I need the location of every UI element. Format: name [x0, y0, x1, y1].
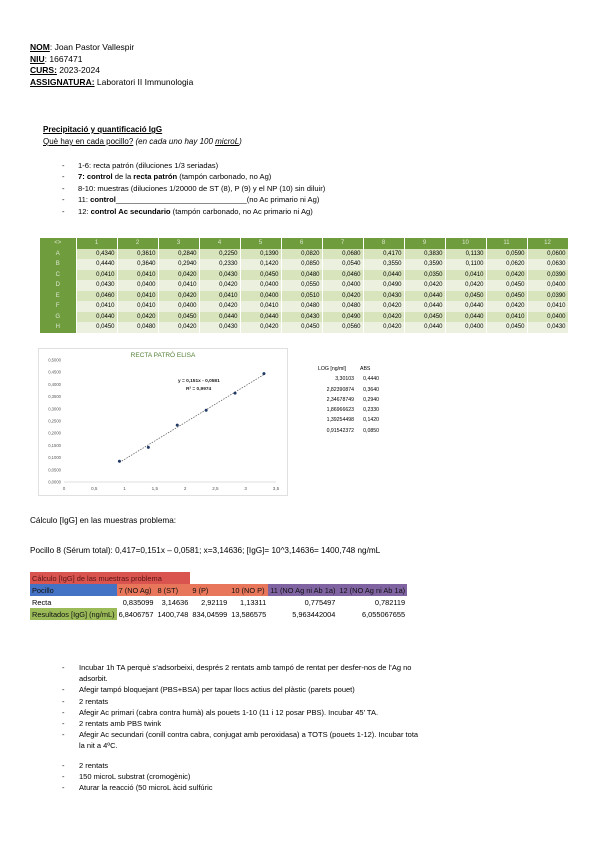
list-item: - Afegir tampó bloquejant (PBS+BSA) per tapar llocs actius del plàstic (parets pouet) [62, 684, 418, 695]
abs-value: 0,1420 [363, 417, 379, 424]
x-tick-label: 0 [62, 486, 66, 491]
plate-row-label: F [40, 301, 76, 312]
plate-cell: 0,0410 [117, 291, 158, 302]
plate-cell: 0,0490 [322, 312, 363, 323]
results-cell: 1,13311 [240, 597, 267, 607]
plate-row-label: G [40, 312, 76, 323]
plate-cell: 0,0410 [527, 301, 568, 312]
curs-line: CURS: 2023-2024 [30, 65, 100, 76]
plate-cell: 0,0440 [404, 291, 445, 302]
log-value: 0,91542372 [326, 427, 354, 434]
plate-cell: 0,0440 [363, 270, 404, 281]
r-squared: R² = 0,9974 [186, 387, 212, 392]
plate-row [40, 322, 568, 333]
plate-cell: 0,0560 [322, 322, 363, 333]
plate-cell: 0,3610 [117, 249, 158, 260]
plate-row-label: E [40, 291, 76, 302]
results-title-row [30, 572, 407, 584]
plate-cell: 0,0430 [76, 280, 117, 291]
abs-value: 0,2330 [363, 407, 379, 414]
plate-cell: 0,0460 [76, 291, 117, 302]
plate-cell: 0,0450 [76, 322, 117, 333]
y-tick-label: 0,1000 [48, 455, 61, 461]
abs-value: 0,2940 [363, 396, 379, 403]
results-header: 8 (ST) [156, 584, 191, 596]
log-abs-row [316, 426, 379, 436]
plate-cell: 0,0450 [486, 291, 527, 302]
plate-cell: 0,0440 [240, 312, 281, 323]
plate-cell: 0,0420 [363, 301, 404, 312]
plate-row-label: D [40, 280, 76, 291]
x-tick-label: 1,5 [151, 486, 159, 491]
standard-curve-chart [38, 348, 288, 496]
trend-equation: y = 0,151x - 0,0581 [178, 379, 220, 384]
log-abs-row [316, 385, 379, 395]
list-item: - 7: control de la recta patrón (tampón carbonado, no Ag) [62, 171, 325, 182]
results-header: 7 (NO Ag) [117, 584, 156, 596]
results-header: Pocillo [30, 584, 117, 596]
plate-row [40, 301, 568, 312]
plate-cell: 0,0400 [240, 280, 281, 291]
plate-row-label: B [40, 259, 76, 270]
plate-cell: 0,0400 [158, 301, 199, 312]
log-value: 1,86966623 [326, 407, 354, 414]
results-cell: 3,14636 [161, 597, 189, 607]
y-tick-label: 0,0000 [48, 479, 61, 485]
y-tick-label: 0,4000 [48, 381, 61, 387]
plate-cell: 0,2330 [199, 259, 240, 270]
plate-cell: 0,0480 [117, 322, 158, 333]
log-value: 1,39254498 [326, 417, 354, 424]
list-item: - 2 rentats [62, 696, 418, 707]
plate-cell: 0,0410 [486, 312, 527, 323]
y-tick-label: 0,0500 [48, 467, 61, 473]
plate-cell: 0,0480 [281, 301, 322, 312]
plate-cell: 0,0490 [363, 280, 404, 291]
results-recta-row [30, 596, 407, 608]
plate-cell: 0,1130 [445, 249, 486, 260]
abs-value: 0,4440 [363, 376, 379, 383]
x-tick-label: 2 [183, 486, 187, 491]
log-abs-row [316, 405, 379, 415]
absorbance-plate-table [40, 238, 569, 333]
data-point [118, 460, 121, 463]
results-cell: 5,963442004 [292, 609, 336, 619]
plate-cell: 0,4170 [363, 249, 404, 260]
plate-cell: 0,0430 [527, 322, 568, 333]
chart-title: RECTA PATRÓ ELISA [130, 352, 196, 359]
results-cell: 0,782119 [374, 597, 406, 607]
plate-cell: 0,0410 [445, 270, 486, 281]
plate-cell: 0,0440 [404, 322, 445, 333]
plate-cell: 0,0590 [486, 249, 527, 260]
plate-cell: 0,0620 [486, 259, 527, 270]
plate-row-label: A [40, 249, 76, 260]
plate-col-header: 3 [158, 238, 199, 249]
list-item: - 11: control_______________________________(no Ac primario ni Ag) [62, 194, 325, 205]
plate-cell: 0,0480 [281, 270, 322, 281]
plate-cell: 0,0420 [445, 280, 486, 291]
y-tick-label: 0,2000 [48, 430, 61, 436]
results-row-label: Recta [32, 597, 52, 607]
plate-cell: 0,3830 [404, 249, 445, 260]
results-cell: 0,775497 [304, 597, 336, 607]
plate-cell: 0,0420 [404, 280, 445, 291]
plate-cell: 0,0450 [486, 280, 527, 291]
plate-col-header: 6 [281, 238, 322, 249]
log-abs-table [316, 364, 379, 436]
plate-cell: 0,0400 [322, 280, 363, 291]
student-header [30, 42, 193, 88]
plate-col-header: 7 [322, 238, 363, 249]
plate-cell: 0,0410 [117, 270, 158, 281]
results-cell: 13,586575 [231, 609, 267, 619]
protocol-list [62, 662, 418, 793]
plate-cell: 0,0390 [527, 291, 568, 302]
y-tick-label: 0,1500 [48, 442, 61, 448]
results-header: 10 (NO P) [229, 584, 268, 596]
y-tick-label: 0,2500 [48, 418, 61, 424]
plate-cell: 0,0450 [486, 322, 527, 333]
plate-cell: 0,0440 [199, 312, 240, 323]
results-title: Cálculo [IgG] de las muestras problema [30, 572, 190, 584]
plate-cell: 0,0350 [404, 270, 445, 281]
plate-col-header: 12 [527, 238, 568, 249]
results-values-row [30, 608, 407, 620]
results-header: 11 (NO Ag ni Ab 1a) [270, 585, 336, 595]
plate-cell: 0,0450 [404, 312, 445, 323]
chart-frame [39, 349, 288, 496]
plate-cell: 0,0480 [322, 301, 363, 312]
plate-cell: 0,0420 [158, 322, 199, 333]
results-cell: 6,055067655 [361, 609, 406, 619]
list-item-continuation: adsorbit. [79, 674, 108, 684]
wells-list [62, 160, 325, 217]
y-tick-label: 0,5000 [48, 357, 61, 363]
plate-cell: 0,0450 [445, 291, 486, 302]
results-header: 9 (P) [190, 584, 229, 596]
plate-cell: 0,0420 [363, 322, 404, 333]
plate-cell: 0,0410 [240, 301, 281, 312]
data-point [234, 392, 237, 395]
plate-cell: 0,0430 [199, 322, 240, 333]
plate-cell: 0,0420 [486, 270, 527, 281]
list-item-continuation: la nit a 4ºC. [79, 741, 118, 751]
data-point [205, 409, 208, 412]
y-tick-label: 0,3000 [48, 406, 61, 412]
plate-cell: 0,0630 [527, 259, 568, 270]
plate-cell: 0,0850 [281, 259, 322, 270]
plate-col-header: 1 [76, 238, 117, 249]
plate-cell: 0,0420 [199, 280, 240, 291]
results-header: 12 (NO Ag ni Ab 1a) [339, 585, 406, 595]
list-item: - 12: control Ac secundario (tampón carbonado, no Ac primario ni Ag) [62, 206, 325, 217]
plate-cell: 0,0410 [117, 301, 158, 312]
plate-row [40, 259, 568, 270]
plate-row [40, 312, 568, 323]
list-item: - Afegir Ac primari (cabra contra humà) als pouets 1-10 (11 i 12 posar PBS). Incubar 45’ TA. [62, 707, 418, 718]
section-title: Precipitació y quantificació IgG [43, 125, 163, 134]
plate-cell: 0,0390 [527, 270, 568, 281]
list-item: - Aturar la reacció (50 microL àcid sulfúric [62, 782, 418, 793]
plate-cell: 0,0420 [199, 301, 240, 312]
x-tick-label: 3 [244, 486, 247, 491]
log-abs-row [316, 395, 379, 405]
abs-value: 0,0850 [363, 427, 379, 434]
plate-cell: 0,0420 [363, 312, 404, 323]
plate-cell: 0,0420 [158, 270, 199, 281]
list-item: - 2 rentats [62, 760, 418, 771]
results-table [30, 572, 407, 620]
plate-cell: 0,0410 [76, 301, 117, 312]
x-tick-label: 3,5 [272, 486, 280, 491]
data-point [176, 424, 179, 427]
results-cell: 834,04599 [192, 609, 228, 619]
plate-col-header: 8 [363, 238, 404, 249]
plate-cell: 0,2840 [158, 249, 199, 260]
plate-corner: <> [40, 238, 76, 249]
log-abs-row [316, 415, 379, 425]
plate-row [40, 249, 568, 260]
log-value: 3,30103 [335, 376, 354, 383]
plate-cell: 0,3590 [404, 259, 445, 270]
plate-cell: 0,0400 [527, 280, 568, 291]
results-cell: 2,92119 [201, 597, 228, 607]
calc-heading: Cálculo [IgG] en las muestras problema: [30, 516, 177, 525]
plate-cell: 0,2940 [158, 259, 199, 270]
plate-col-header: 9 [404, 238, 445, 249]
x-tick-label: 1 [123, 486, 126, 491]
assignatura-line: ASSIGNATURA: Laboratori II Immunologia [30, 76, 194, 87]
plate-cell: 0,0450 [240, 270, 281, 281]
plate-cell: 0,0460 [322, 270, 363, 281]
plate-col-header: 4 [199, 238, 240, 249]
plate-row-label: C [40, 270, 76, 281]
plate-cell: 0,0420 [240, 322, 281, 333]
plate-cell: 0,0600 [527, 249, 568, 260]
plate-cell: 0,0510 [281, 291, 322, 302]
plate-cell: 0,0400 [240, 291, 281, 302]
results-cell: 1400,748 [157, 609, 189, 619]
plate-cell: 0,0430 [363, 291, 404, 302]
y-tick-label: 0,3500 [48, 394, 61, 400]
plate-cell: 0,0820 [281, 249, 322, 260]
plate-row [40, 280, 568, 291]
y-tick-label: 0,4500 [48, 369, 61, 375]
plate-col-header: 10 [445, 238, 486, 249]
plate-cell: 0,0420 [117, 312, 158, 323]
plate-cell: 0,0440 [404, 301, 445, 312]
plate-col-header: 2 [117, 238, 158, 249]
list-spacer [62, 752, 418, 760]
plate-cell: 0,0400 [445, 322, 486, 333]
abs-value: 0,3640 [363, 386, 379, 393]
log-value: 2,34678749 [326, 396, 354, 403]
plate-cell: 0,0430 [281, 312, 322, 323]
x-tick-label: 0,5 [91, 486, 98, 491]
list-item: - Incubar 1h TA perquè s’adsorbeixi, després 2 rentats amb tampó de rentat per desfer-nos de l’Ag no [62, 662, 418, 673]
plate-row [40, 270, 568, 281]
plate-cell: 0,0680 [322, 249, 363, 260]
plate-cell: 0,0410 [158, 280, 199, 291]
list-item: - 2 rentats amb PBS twink [62, 718, 418, 729]
plate-cell: 0,0550 [281, 280, 322, 291]
list-item: - 1-6: recta patrón (diluciones 1/3 seriadas) [62, 160, 325, 171]
data-point [147, 446, 150, 449]
plate-cell: 0,2250 [199, 249, 240, 260]
plate-cell: 0,0540 [322, 259, 363, 270]
results-cell: 6,8406757 [118, 609, 154, 619]
plate-cell: 0,0400 [117, 280, 158, 291]
plate-cell: 0,0450 [281, 322, 322, 333]
plate-col-header: 11 [486, 238, 527, 249]
plate-cell: 0,0420 [322, 291, 363, 302]
plate-cell: 0,4440 [76, 259, 117, 270]
plate-cell: 0,1420 [240, 259, 281, 270]
plate-cell: 0,0440 [76, 312, 117, 323]
log-abs-header: LOG [ng/ml] ABS [318, 366, 371, 372]
plate-cell: 0,0430 [199, 270, 240, 281]
plate-cell: 0,0400 [527, 312, 568, 323]
plate-row-label: H [40, 322, 76, 333]
plate-cell: 0,0410 [199, 291, 240, 302]
log-abs-row [316, 374, 379, 384]
plate-row [40, 291, 568, 302]
plate-cell: 0,0420 [158, 291, 199, 302]
plate-cell: 0,0440 [445, 312, 486, 323]
nom-line: NOM: Joan Pastor Vallespir [30, 42, 135, 52]
niu-line: NIU: 1667471 [30, 53, 83, 64]
plate-cell: 0,1100 [445, 259, 486, 270]
list-item: - 150 microL substrat (cromogènic) [62, 771, 418, 782]
plate-header-row [40, 238, 568, 249]
list-item: - 8-10: muestras (diluciones 1/20000 de ST (8), P (9) y el NP (10) sin diluir) [62, 183, 325, 194]
plate-cell: 0,3640 [117, 259, 158, 270]
section-question: Què hay en cada pocillo? (en cada uno hay 100 microL) [43, 137, 242, 146]
list-item: - Afegir Ac secundari (conill contra cabra, conjugat amb peroxidasa) a TOTS (pouets 1-12). Incubar tota [62, 729, 418, 740]
calc-example: Pocillo 8 (Sérum total): 0,417=0,151x – 0,0581; x=3,14636; [IgG]= 10^3,14636= 1400,748 ng/mL [30, 546, 381, 555]
results-cell: 0,835099 [122, 597, 154, 607]
data-point [262, 372, 265, 375]
plate-cell: 0,0420 [486, 301, 527, 312]
plate-col-header: 5 [240, 238, 281, 249]
plate-cell: 0,3550 [363, 259, 404, 270]
plate-cell: 0,0410 [76, 270, 117, 281]
x-tick-label: 2,5 [212, 486, 219, 491]
results-header-row [30, 584, 407, 596]
plate-cell: 0,4340 [76, 249, 117, 260]
log-value: 2,82390874 [326, 386, 354, 393]
plate-cell: 0,0440 [445, 301, 486, 312]
results-row-label: Resultados [IgG] (ng/mL) [32, 609, 115, 619]
plate-cell: 0,1390 [240, 249, 281, 260]
plate-cell: 0,0450 [158, 312, 199, 323]
